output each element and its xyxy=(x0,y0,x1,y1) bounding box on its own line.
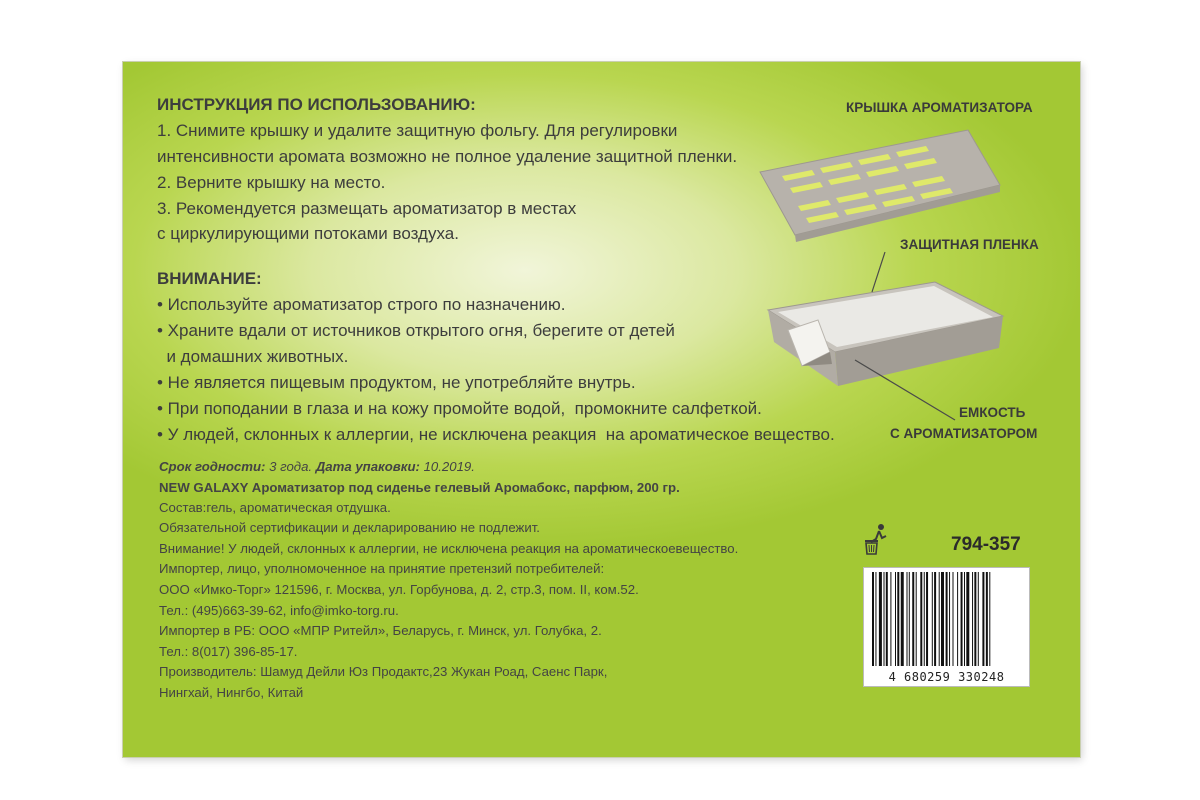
pack-date-value: 10.2019. xyxy=(419,459,475,474)
barcode-bar xyxy=(949,572,950,666)
warning-line: • Храните вдали от источников открытого огня, берегите от детей xyxy=(157,321,675,340)
product-name: NEW GALAXY Ароматизатор под сиденье гелевый Аромабокс, парфюм, 200 гр. xyxy=(159,480,680,495)
barcode-bar xyxy=(974,572,976,666)
detail-line: Импортер в РБ: ООО «МПР Ритейл», Беларусь, г. Минск, ул. Голубка, 2. xyxy=(159,623,602,638)
detail-line: Нингхай, Нингбо, Китай xyxy=(159,685,304,700)
barcode-bar xyxy=(879,572,882,666)
barcode-bar xyxy=(901,572,904,666)
barcode-bar xyxy=(934,572,936,666)
air-freshener-diagram xyxy=(740,120,1040,440)
container-label-line2: С АРОМАТИЗАТОРОМ xyxy=(890,426,1038,441)
detail-line: Тел.: (495)663-39-62, info@imko-torg.ru. xyxy=(159,603,399,618)
barcode-bar xyxy=(946,572,948,666)
barcode-bar xyxy=(939,572,940,666)
film-label: ЗАЩИТНАЯ ПЛЕНКА xyxy=(900,237,1039,252)
instruction-line: 2. Верните крышку на место. xyxy=(157,173,386,192)
barcode-bar xyxy=(895,572,896,666)
barcode xyxy=(863,567,1030,687)
barcode-bar xyxy=(872,572,874,666)
barcode-bar xyxy=(886,572,888,666)
barcode-bar xyxy=(989,572,990,666)
detail-line: Состав:гель, ароматическая отдушка. xyxy=(159,500,391,515)
barcode-bar xyxy=(912,572,914,666)
barcode-bar xyxy=(964,572,965,666)
barcode-bar xyxy=(916,572,917,666)
warning-line: • Используйте ароматизатор строго по назначению. xyxy=(157,295,566,314)
barcode-bar xyxy=(875,572,876,666)
detail-line: Обязательной сертификации и декларированию не подлежит. xyxy=(159,520,540,535)
barcode-bar xyxy=(941,572,944,666)
warning-line: • При поподании в глаза и на кожу промойте водой, промокните салфеткой. xyxy=(157,399,762,418)
detail-line: Внимание! У людей, склонных к аллергии, не исключена реакция на ароматическоевещество. xyxy=(159,541,739,556)
barcode-digits: 4 680259 330248 xyxy=(888,670,1005,684)
instruction-line: с циркулирующими потоками воздуха. xyxy=(157,224,459,243)
detail-line: Импортер, лицо, уполномоченное на принятие претензий потребителей: xyxy=(159,561,605,576)
warning-line: • У людей, склонных к аллергии, не исключена реакция на ароматическое вещество. xyxy=(157,425,835,444)
warning-line: и домашних животных. xyxy=(157,347,349,366)
barcode-bar xyxy=(978,572,979,666)
barcode-bar xyxy=(986,572,988,666)
lid-illustration xyxy=(760,130,1000,242)
barcode-bar xyxy=(920,572,922,666)
pack-date-label: Дата упаковки: xyxy=(315,459,420,474)
instruction-line: интенсивности аромата возможно не полное удаление защитной пленки. xyxy=(157,147,738,166)
detail-line: ООО «Имко-Торг» 121596, г. Москва, ул. Горбунова, д. 2, стр.3, пом. II, ком.52. xyxy=(159,582,639,597)
barcode-bar xyxy=(924,572,925,666)
barcode-bar xyxy=(897,572,899,666)
detail-line: Тел.: 8(017) 396-85-17. xyxy=(159,644,298,659)
lid-label: КРЫШКА АРОМАТИЗАТОРА xyxy=(846,100,1033,115)
warning-line: • Не является пищевым продуктом, не употребляйте внутрь. xyxy=(157,373,636,392)
warning-heading: ВНИМАНИЕ: xyxy=(157,269,262,288)
article-code: 794-357 xyxy=(951,534,1021,555)
barcode-bars xyxy=(870,572,1023,666)
instruction-line: 1. Снимите крышку и удалите защитную фольгу. Для регулировки xyxy=(157,121,678,140)
barcode-bar xyxy=(909,572,910,666)
barcode-bar xyxy=(972,572,973,666)
barcode-bar xyxy=(890,572,891,666)
instruction-line: 3. Рекомендуется размещать ароматизатор в местах xyxy=(157,199,577,218)
barcode-bar xyxy=(966,572,969,666)
detail-line: Производитель: Шамуд Дейли Юз Продактс,23 Жукан Роад, Саенс Парк, xyxy=(159,664,608,679)
container-label-line1: ЕМКОСТЬ xyxy=(959,405,1026,420)
barcode-bar xyxy=(957,572,958,666)
barcode-bar xyxy=(932,572,933,666)
barcode-bar xyxy=(926,572,928,666)
trash-bin-icon xyxy=(862,523,890,562)
shelf-life-label: Срок годности: xyxy=(159,459,266,474)
shelf-life-line xyxy=(159,457,475,478)
barcode-bar xyxy=(953,572,954,666)
instructions-heading: ИНСТРУКЦИЯ ПО ИСПОЛЬЗОВАНИЮ: xyxy=(157,95,476,114)
container-illustration xyxy=(768,252,1003,420)
barcode-bar xyxy=(982,572,984,666)
barcode-bar xyxy=(961,572,963,666)
shelf-life-value: 3 года. xyxy=(265,459,316,474)
barcode-bar xyxy=(884,572,885,666)
barcode-bar xyxy=(907,572,908,666)
